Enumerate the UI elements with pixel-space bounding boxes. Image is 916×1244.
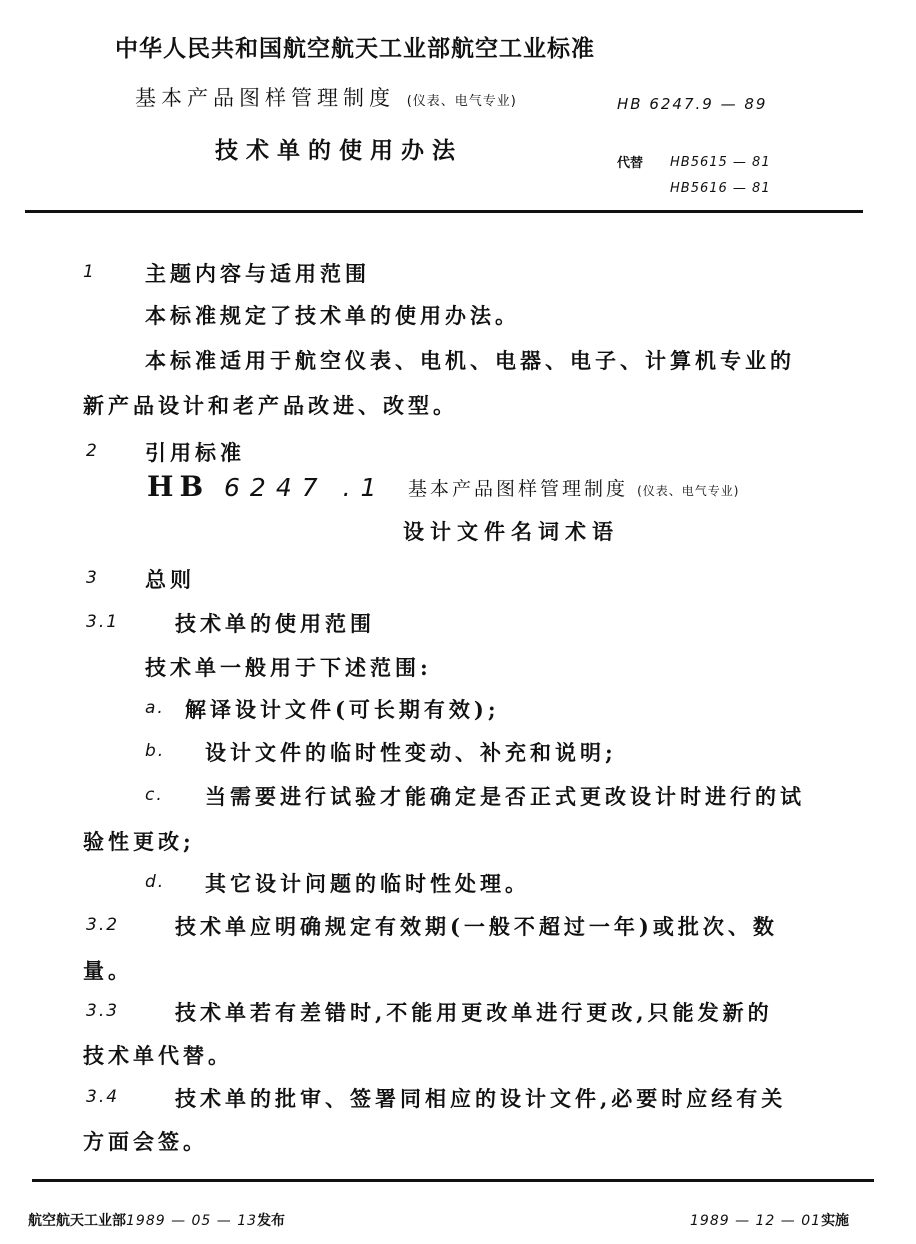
section-3-3-line-1: 技术单若有差错时,不能用更改单进行更改,只能发新的 (175, 1000, 773, 1025)
item-b-text: 设计文件的临时性变动、补充和说明; (205, 740, 617, 765)
effective-date: 1989 — 12 — 01 (690, 1213, 822, 1229)
issue-label: 发布 (257, 1213, 286, 1229)
item-a-text: 解译设计文件(可长期有效); (185, 697, 500, 722)
section-1-number: 1 (83, 262, 96, 282)
section-3-heading: 总则 (145, 567, 195, 592)
item-a-label: a. (145, 698, 165, 718)
series-scope: (仪表、电气专业) (406, 94, 517, 109)
referenced-standard-title (408, 474, 739, 501)
section-1-para-2-line-1: 本标准适用于航空仪表、电机、电器、电子、计算机专业的 (145, 348, 795, 373)
section-3-4-line-1: 技术单的批审、签署同相应的设计文件,必要时应经有关 (175, 1086, 787, 1111)
standard-code: HB 6247.9 — 89 (617, 95, 768, 113)
series-title (135, 82, 517, 112)
section-2-heading: 引用标准 (145, 440, 245, 465)
effective-label: 实施 (821, 1213, 850, 1229)
section-3-4-line-2: 方面会签。 (83, 1129, 208, 1154)
section-3-2-line-2: 量。 (83, 958, 133, 983)
section-3-3-number: 3.3 (86, 1001, 120, 1021)
header-divider (25, 210, 863, 213)
issue-info (28, 1210, 285, 1230)
section-3-1-heading: 技术单的使用范围 (175, 611, 375, 636)
document-title: 技术单的使用办法 (215, 137, 463, 164)
item-c-label: c. (145, 785, 164, 805)
section-3-2-number: 3.2 (86, 915, 120, 935)
ref-part: .1 (342, 473, 387, 502)
item-c-text-line-2: 验性更改; (83, 829, 195, 854)
ref-scope: (仪表、电气专业) (637, 484, 740, 498)
effective-info (690, 1210, 849, 1230)
issuing-organization: 中华人民共和国航空航天工业部航空工业标准 (115, 36, 595, 62)
replaced-standard-2: HB5616 — 81 (670, 181, 771, 196)
replaces-label: 代替 (617, 156, 644, 171)
footer-divider (32, 1179, 874, 1182)
ref-title-text: 基本产品图样管理制度 (408, 478, 629, 500)
section-2-number: 2 (86, 441, 99, 461)
referenced-standard-code (147, 470, 386, 503)
issue-date: 1989 — 05 — 13 (126, 1213, 258, 1229)
section-3-1-number: 3.1 (86, 612, 120, 632)
item-d-text: 其它设计问题的临时性处理。 (205, 871, 530, 896)
ref-prefix: HB (147, 470, 210, 503)
replaced-standard-1: HB5615 — 81 (670, 155, 771, 170)
section-1-para-2-line-2: 新产品设计和老产品改进、改型。 (83, 393, 458, 418)
series-title-text: 基本产品图样管理制度 (135, 86, 395, 110)
issuer: 航空航天工业部 (28, 1213, 126, 1229)
section-1-heading: 主题内容与适用范围 (145, 261, 370, 286)
item-c-text-line-1: 当需要进行试验才能确定是否正式更改设计时进行的试 (205, 784, 805, 809)
item-b-label: b. (145, 741, 166, 761)
section-3-number: 3 (86, 568, 99, 588)
section-3-2-line-1: 技术单应明确规定有效期(一般不超过一年)或批次、数 (175, 914, 778, 939)
referenced-standard-subtitle: 设计文件名词术语 (403, 519, 619, 544)
item-d-label: d. (145, 872, 166, 892)
section-3-4-number: 3.4 (86, 1087, 120, 1107)
section-3-3-line-2: 技术单代替。 (83, 1043, 233, 1068)
ref-number: 6247 (224, 473, 328, 502)
section-1-para-1: 本标准规定了技术单的使用办法。 (145, 303, 520, 328)
section-3-1-intro: 技术单一般用于下述范围: (145, 655, 432, 680)
